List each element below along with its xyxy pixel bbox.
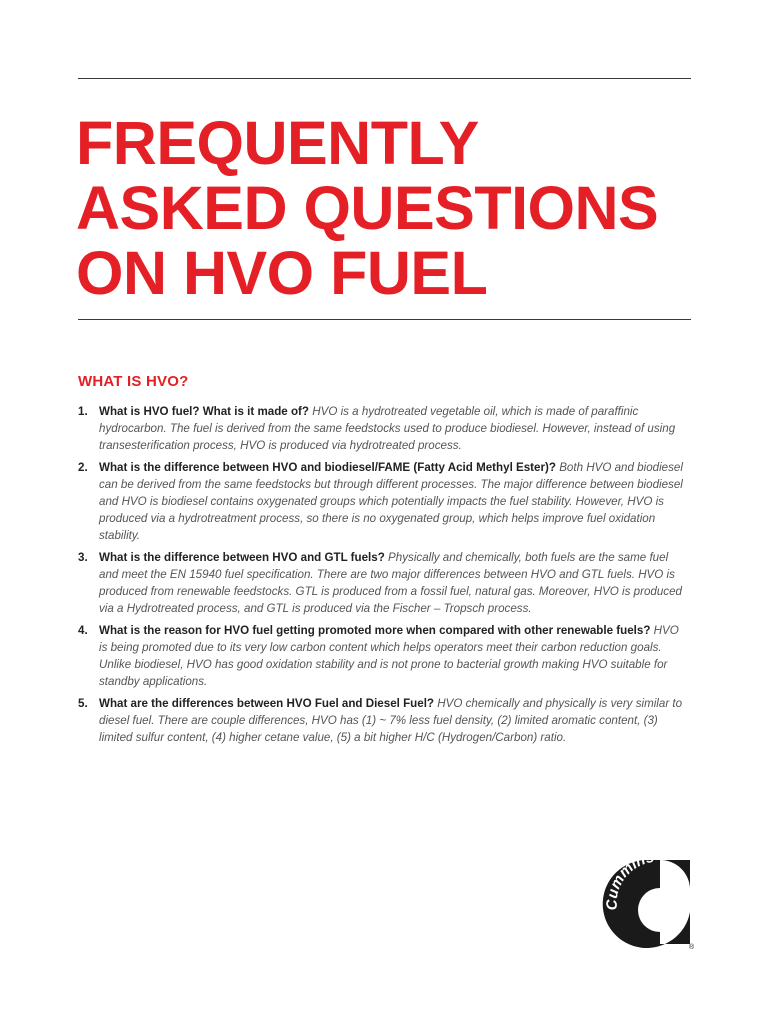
faq-question: What is the reason for HVO fuel getting promoted more when compared with other renewable fuels? bbox=[99, 624, 651, 637]
faq-item bbox=[78, 403, 690, 454]
faq-number: 3. bbox=[78, 551, 88, 564]
logo-wordmark: Cummins bbox=[603, 852, 656, 911]
faq-item bbox=[78, 459, 690, 544]
registered-mark: ® bbox=[689, 944, 695, 950]
faq-number: 1. bbox=[78, 405, 88, 418]
faq-number: 4. bbox=[78, 624, 88, 637]
faq-answer: HVO is a hydrotreated vegetable oil, which is made of paraffinic hydrocarbon. The fuel is derived from the same feedstocks used to produce biodiesel. However, instead of using transesterification process, HVO is produced via hydrotreated process. bbox=[99, 405, 676, 452]
faq-list bbox=[78, 403, 690, 751]
cummins-logo bbox=[598, 852, 696, 950]
title-divider bbox=[78, 319, 691, 320]
title-line-2: ASKED QUESTIONS bbox=[76, 174, 659, 242]
top-rule bbox=[78, 78, 691, 79]
faq-question: What are the differences between HVO Fuel and Diesel Fuel? bbox=[99, 697, 435, 710]
faq-number: 2. bbox=[78, 461, 88, 474]
title-line-3: ON HVO FUEL bbox=[76, 239, 488, 307]
faq-number: 5. bbox=[78, 697, 88, 710]
faq-item bbox=[78, 622, 690, 690]
section-heading: WHAT IS HVO? bbox=[78, 373, 189, 390]
page-title bbox=[76, 111, 716, 306]
faq-question: What is the difference between HVO and biodiesel/FAME (Fatty Acid Methyl Ester)? bbox=[99, 461, 556, 474]
faq-question: What is the difference between HVO and GTL fuels? bbox=[99, 551, 385, 564]
faq-item bbox=[78, 695, 690, 746]
cummins-logo-icon bbox=[598, 852, 696, 950]
faq-answer: HVO is being promoted due to its very low carbon content which helps operators meet their carbon reduction goals. Unlike biodiesel, HVO has good oxidation stability and is not prone to bacterial growth making HVO suitable for standby applications. bbox=[99, 624, 679, 688]
faq-item bbox=[78, 549, 690, 617]
faq-question: What is HVO fuel? What is it made of? bbox=[99, 405, 309, 418]
faq-answer: Physically and chemically, both fuels are the same fuel and meet the EN 15940 fuel specification. There are two major differences between HVO and GTL fuels. HVO is produced from renewable feedstocks. GTL is produced from a fossil fuel, natural gas. Moreover, HVO is produced via a Hydrotreated process, and GTL is produced via the Fischer – Tropsch process. bbox=[99, 551, 682, 615]
faq-answer: HVO chemically and physically is very similar to diesel fuel. There are couple differences, HVO has (1) ~ 7% less fuel density, (2) limited aromatic content, (3) limited sulfur content, (4) higher cetane value, (5) a bit higher H/C (Hydrogen/Carbon) ratio. bbox=[99, 697, 683, 744]
title-line-1: FREQUENTLY bbox=[76, 109, 479, 177]
faq-answer: Both HVO and biodiesel can be derived from the same feedstocks but through different processes. The major difference between biodiesel and HVO is biodiesel contains oxygenated groups which potentially impacts the fuel stability. However, HVO is produced via a hydrotreatment process, so there is no oxygenated group, which helps improve fuel oxidation stability. bbox=[99, 461, 683, 542]
